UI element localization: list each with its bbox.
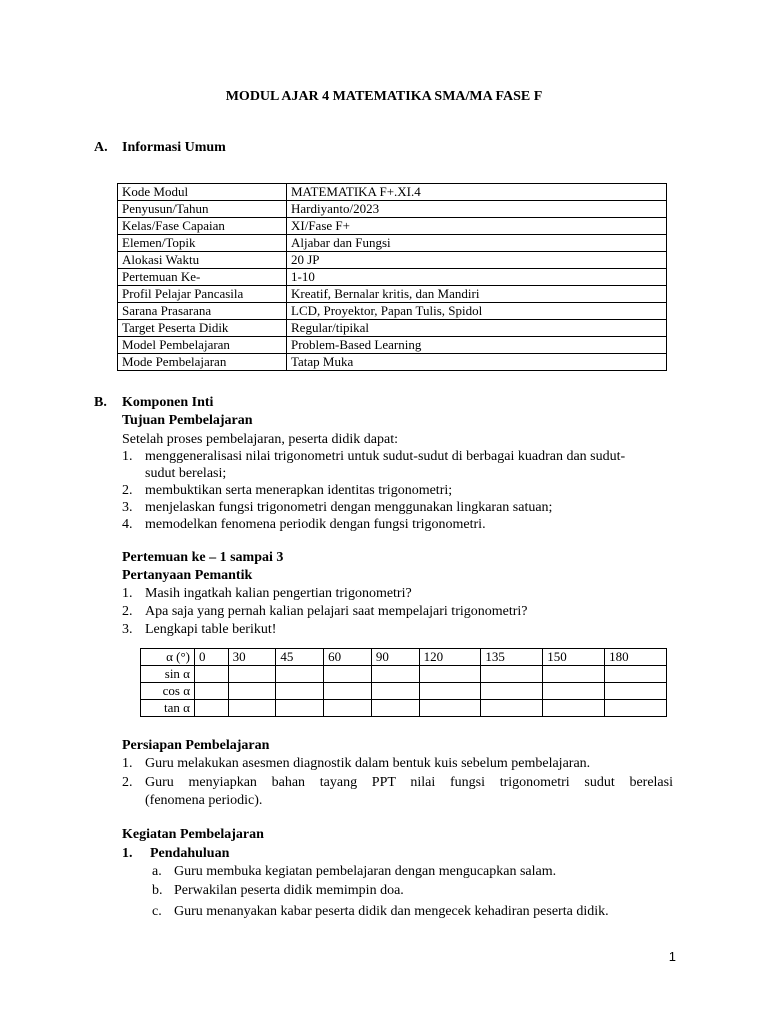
- empty-cell[interactable]: [605, 700, 667, 717]
- info-table: [117, 183, 667, 371]
- list-number: 1.: [122, 756, 133, 771]
- table-row: [118, 184, 667, 201]
- list-item: Apa saja yang pernah kalian pelajari saat mempelajari trigonometri?: [145, 604, 528, 619]
- info-value: Kreatif, Bernalar kritis, dan Mandiri: [287, 286, 667, 303]
- list-item: Masih ingatkah kalian pengertian trigonometri?: [145, 586, 412, 601]
- empty-cell[interactable]: [543, 666, 605, 683]
- info-key: Alokasi Waktu: [118, 252, 287, 269]
- list-item-continuation: sudut berelasi;: [145, 466, 227, 481]
- list-item: memodelkan fenomena periodik dengan fungsi trigonometri.: [145, 517, 486, 532]
- info-key: Target Peserta Didik: [118, 320, 287, 337]
- table-row: [118, 337, 667, 354]
- table-row: [118, 303, 667, 320]
- row-label: sin α: [141, 666, 195, 683]
- info-key: Kelas/Fase Capaian: [118, 218, 287, 235]
- list-letter: b.: [152, 883, 163, 898]
- list-item: Lengkapi table berikut!: [145, 622, 277, 637]
- list-item: menjelaskan fungsi trigonometri dengan menggunakan lingkaran satuan;: [145, 500, 553, 515]
- list-number: 2.: [122, 604, 133, 619]
- empty-cell[interactable]: [371, 683, 419, 700]
- empty-cell[interactable]: [228, 683, 276, 700]
- list-number: 2.: [122, 483, 133, 498]
- table-row: [141, 700, 667, 717]
- empty-cell[interactable]: [324, 666, 372, 683]
- info-key: Sarana Prasarana: [118, 303, 287, 320]
- info-key: Model Pembelajaran: [118, 337, 287, 354]
- empty-cell[interactable]: [481, 700, 543, 717]
- list-item: Guru membuka kegiatan pembelajaran dengan mengucapkan salam.: [174, 864, 557, 879]
- empty-cell[interactable]: [419, 683, 481, 700]
- angle-cell: 180: [605, 649, 667, 666]
- info-value: LCD, Proyektor, Papan Tulis, Spidol: [287, 303, 667, 320]
- empty-cell[interactable]: [276, 666, 324, 683]
- section-b-heading: Komponen Inti: [122, 395, 214, 410]
- empty-cell[interactable]: [195, 700, 229, 717]
- tujuan-intro: Setelah proses pembelajaran, peserta didik dapat:: [122, 432, 399, 447]
- empty-cell[interactable]: [419, 666, 481, 683]
- persiapan-heading: Persiapan Pembelajaran: [122, 738, 270, 753]
- angle-cell: 30: [228, 649, 276, 666]
- angle-cell: 45: [276, 649, 324, 666]
- empty-cell[interactable]: [543, 700, 605, 717]
- empty-cell[interactable]: [276, 683, 324, 700]
- angle-cell: 120: [419, 649, 481, 666]
- list-item: Guru melakukan asesmen diagnostik dalam bentuk kuis sebelum pembelajaran.: [145, 756, 591, 771]
- list-item: Guru menanyakan kabar peserta didik dan mengecek kehadiran peserta didik.: [174, 904, 609, 919]
- info-key: Mode Pembelajaran: [118, 354, 287, 371]
- list-number: 2.: [122, 775, 133, 790]
- info-value: Regular/tipikal: [287, 320, 667, 337]
- tujuan-heading: Tujuan Pembelajaran: [122, 413, 253, 428]
- table-row: [118, 218, 667, 235]
- empty-cell[interactable]: [276, 700, 324, 717]
- table-row: [118, 286, 667, 303]
- pendahuluan-heading: Pendahuluan: [150, 846, 230, 861]
- empty-cell[interactable]: [228, 700, 276, 717]
- section-a-heading: Informasi Umum: [122, 140, 226, 155]
- empty-cell[interactable]: [324, 683, 372, 700]
- list-number: 4.: [122, 517, 133, 532]
- pertemuan-heading: Pertemuan ke – 1 sampai 3: [122, 550, 284, 565]
- info-value: Tatap Muka: [287, 354, 667, 371]
- list-item: Perwakilan peserta didik memimpin doa.: [174, 883, 404, 898]
- info-key: Elemen/Topik: [118, 235, 287, 252]
- table-row: [118, 235, 667, 252]
- angle-cell: 90: [371, 649, 419, 666]
- empty-cell[interactable]: [605, 666, 667, 683]
- list-item: menggeneralisasi nilai trigonometri untuk sudut-sudut di berbagai kuadran dan sudut-: [145, 449, 626, 464]
- list-item: Guru menyiapkan bahan tayang PPT nilai fungsi trigonometri sudut berelasi: [145, 775, 673, 790]
- list-item-continuation: (fenomena periodic).: [145, 793, 263, 808]
- empty-cell[interactable]: [419, 700, 481, 717]
- empty-cell[interactable]: [324, 700, 372, 717]
- info-key: Penyusun/Tahun: [118, 201, 287, 218]
- list-number: 3.: [122, 500, 133, 515]
- list-letter: c.: [152, 904, 162, 919]
- table-row: [141, 666, 667, 683]
- angle-cell: 60: [324, 649, 372, 666]
- empty-cell[interactable]: [605, 683, 667, 700]
- info-key: Profil Pelajar Pancasila: [118, 286, 287, 303]
- section-b-letter: B.: [94, 395, 107, 410]
- list-number: 1.: [122, 586, 133, 601]
- info-value: Aljabar dan Fungsi: [287, 235, 667, 252]
- info-value: Problem-Based Learning: [287, 337, 667, 354]
- table-row: [141, 683, 667, 700]
- empty-cell[interactable]: [195, 666, 229, 683]
- empty-cell[interactable]: [228, 666, 276, 683]
- table-row: [118, 269, 667, 286]
- empty-cell[interactable]: [481, 683, 543, 700]
- empty-cell[interactable]: [481, 666, 543, 683]
- angle-cell: 0: [195, 649, 229, 666]
- row-label: tan α: [141, 700, 195, 717]
- row-label: cos α: [141, 683, 195, 700]
- info-value: 20 JP: [287, 252, 667, 269]
- info-value: 1-10: [287, 269, 667, 286]
- table-row: [118, 252, 667, 269]
- info-value: MATEMATIKA F+.XI.4: [287, 184, 667, 201]
- section-a-letter: A.: [94, 140, 108, 155]
- empty-cell[interactable]: [543, 683, 605, 700]
- table-row: [118, 320, 667, 337]
- table-row: [118, 354, 667, 371]
- page-title: MODUL AJAR 4 MATEMATIKA SMA/MA FASE F: [225, 89, 543, 104]
- info-value: Hardiyanto/2023: [287, 201, 667, 218]
- empty-cell[interactable]: [195, 683, 229, 700]
- list-number: 3.: [122, 622, 133, 637]
- subsection-number: 1.: [122, 846, 133, 861]
- table-row: [141, 649, 667, 666]
- kegiatan-heading: Kegiatan Pembelajaran: [122, 827, 264, 842]
- info-value: XI/Fase F+: [287, 218, 667, 235]
- angle-header: α (°): [141, 649, 195, 666]
- info-key: Pertemuan Ke-: [118, 269, 287, 286]
- page-number: 1: [668, 949, 676, 964]
- info-key: Kode Modul: [118, 184, 287, 201]
- list-letter: a.: [152, 864, 162, 879]
- angle-cell: 135: [481, 649, 543, 666]
- trig-table: [140, 648, 667, 717]
- pemantik-heading: Pertanyaan Pemantik: [122, 568, 253, 583]
- angle-cell: 150: [543, 649, 605, 666]
- empty-cell[interactable]: [371, 666, 419, 683]
- list-item: membuktikan serta menerapkan identitas trigonometri;: [145, 483, 453, 498]
- list-number: 1.: [122, 449, 133, 464]
- table-row: [118, 201, 667, 218]
- empty-cell[interactable]: [371, 700, 419, 717]
